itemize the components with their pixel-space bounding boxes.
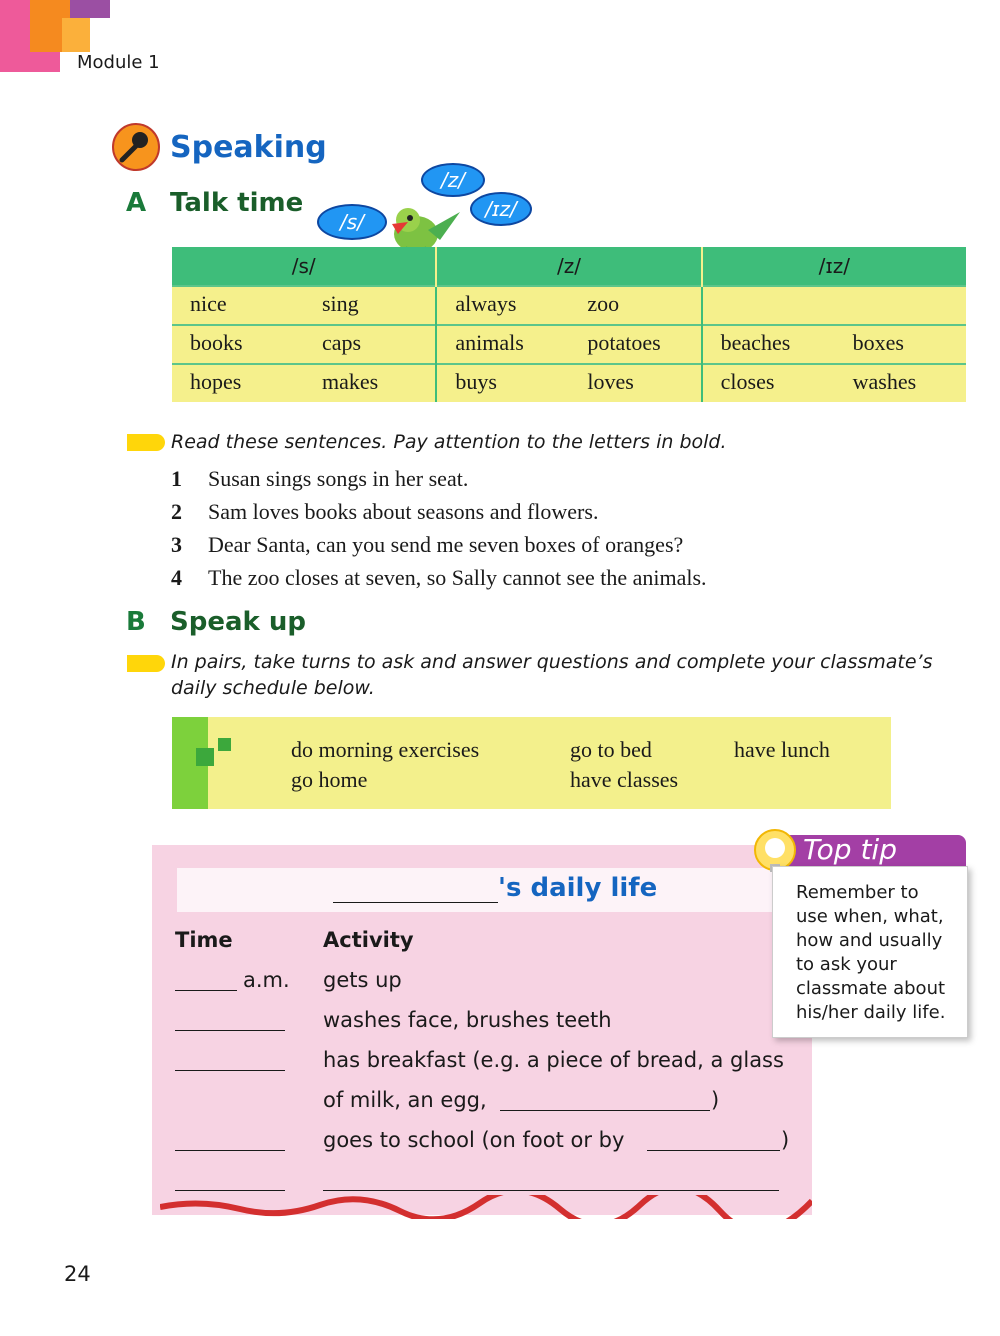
part-a-letter: A [126, 188, 147, 218]
sound-table [172, 247, 966, 402]
instruction-text: In pairs, take turns to ask and answer questions and complete your classmate’s [171, 651, 933, 673]
word: washes [852, 369, 917, 394]
phrase: do morning exercises [291, 737, 480, 762]
sentence: Susan sings songs in her seat. [208, 466, 469, 491]
part-b-letter: B [126, 607, 146, 637]
phrase: go home [291, 767, 368, 792]
activity-text: gets up [323, 968, 402, 992]
activity-text: washes face, brushes teeth [323, 1008, 612, 1032]
activity-column-header: Activity [323, 928, 414, 952]
time-blank [175, 990, 237, 991]
word: hopes [190, 369, 242, 394]
word: animals [455, 330, 524, 355]
sound-bubble: /z/ [421, 163, 485, 197]
column-header: /s/ [172, 247, 436, 286]
sentence-number: 1 [171, 466, 182, 491]
tip-line: classmate about [796, 978, 946, 999]
tip-line: Remember to [796, 882, 919, 903]
word: boxes [852, 330, 904, 355]
activity-blank [323, 1190, 779, 1191]
time-blank [175, 1030, 285, 1031]
corner-decoration [70, 0, 110, 18]
activity-text: ) [781, 1128, 790, 1152]
instruction-marker [127, 655, 165, 672]
sentence: Dear Santa, can you send me seven boxes of oranges? [208, 532, 684, 557]
page-number: 24 [64, 1262, 91, 1286]
square-decoration [196, 748, 214, 766]
word: books [190, 330, 243, 355]
tip-line: how and usually [796, 930, 943, 951]
part-a-title: Talk time [170, 188, 304, 218]
time-column-header: Time [175, 928, 233, 952]
word: sing [322, 291, 359, 316]
worksheet-header [177, 868, 807, 912]
tip-line: to ask your [796, 954, 897, 975]
name-blank [333, 902, 498, 903]
top-tip-title: Top tip [803, 833, 897, 866]
phrase: go to bed [570, 737, 652, 762]
activity-text: of milk, an egg, [323, 1088, 487, 1112]
sentence-number: 4 [171, 565, 182, 590]
word: loves [587, 369, 634, 394]
answer-blank [647, 1150, 780, 1151]
answer-blank [500, 1110, 710, 1111]
word: zoo [587, 291, 620, 316]
phrase-box [172, 717, 891, 809]
word: caps [322, 330, 362, 355]
sentence-number: 3 [171, 532, 182, 557]
sentence-number: 2 [171, 499, 182, 524]
phrase: have classes [570, 767, 679, 792]
instruction-text: Read these sentences. Pay attention to the letters in bold. [171, 431, 727, 453]
part-b-title: Speak up [170, 607, 306, 637]
torn-edge [160, 1195, 812, 1219]
microphone-icon [110, 122, 166, 172]
word: makes [322, 369, 379, 394]
tip-line: use when, what, [796, 906, 944, 927]
time-blank [175, 1190, 285, 1191]
sentence: Sam loves books about seasons and flowers. [208, 499, 599, 524]
word: potatoes [587, 330, 661, 355]
activity-text: ) [711, 1088, 720, 1112]
instruction-marker [127, 434, 165, 451]
corner-decoration [62, 18, 90, 52]
word: buys [455, 369, 497, 394]
word: beaches [720, 330, 791, 355]
table-row [172, 325, 966, 364]
column-header: /ɪz/ [702, 247, 966, 286]
sound-bubble: /ɪz/ [470, 192, 532, 226]
time-blank [175, 1150, 285, 1151]
word: closes [720, 369, 775, 394]
time-blank [175, 1070, 285, 1071]
section-title: Speaking [170, 130, 327, 165]
word: always [455, 291, 517, 316]
table-row [172, 364, 966, 402]
activity-text: goes to school (on foot or by [323, 1128, 625, 1152]
word: nice [190, 291, 227, 316]
column-header: /z/ [436, 247, 701, 286]
sentence: The zoo closes at seven, so Sally cannot see the animals. [208, 565, 707, 590]
phrase: have lunch [734, 737, 830, 762]
am-label: a.m. [243, 968, 290, 992]
module-label: Module 1 [77, 52, 160, 73]
table-row [172, 286, 966, 325]
square-decoration [218, 738, 231, 751]
worksheet-title: 's daily life [498, 873, 658, 903]
sound-bubble: /s/ [317, 204, 387, 240]
tip-line: his/her daily life. [796, 1002, 946, 1023]
activity-text: has breakfast (e.g. a piece of bread, a glass [323, 1048, 784, 1072]
instruction-text: daily schedule below. [171, 677, 375, 699]
